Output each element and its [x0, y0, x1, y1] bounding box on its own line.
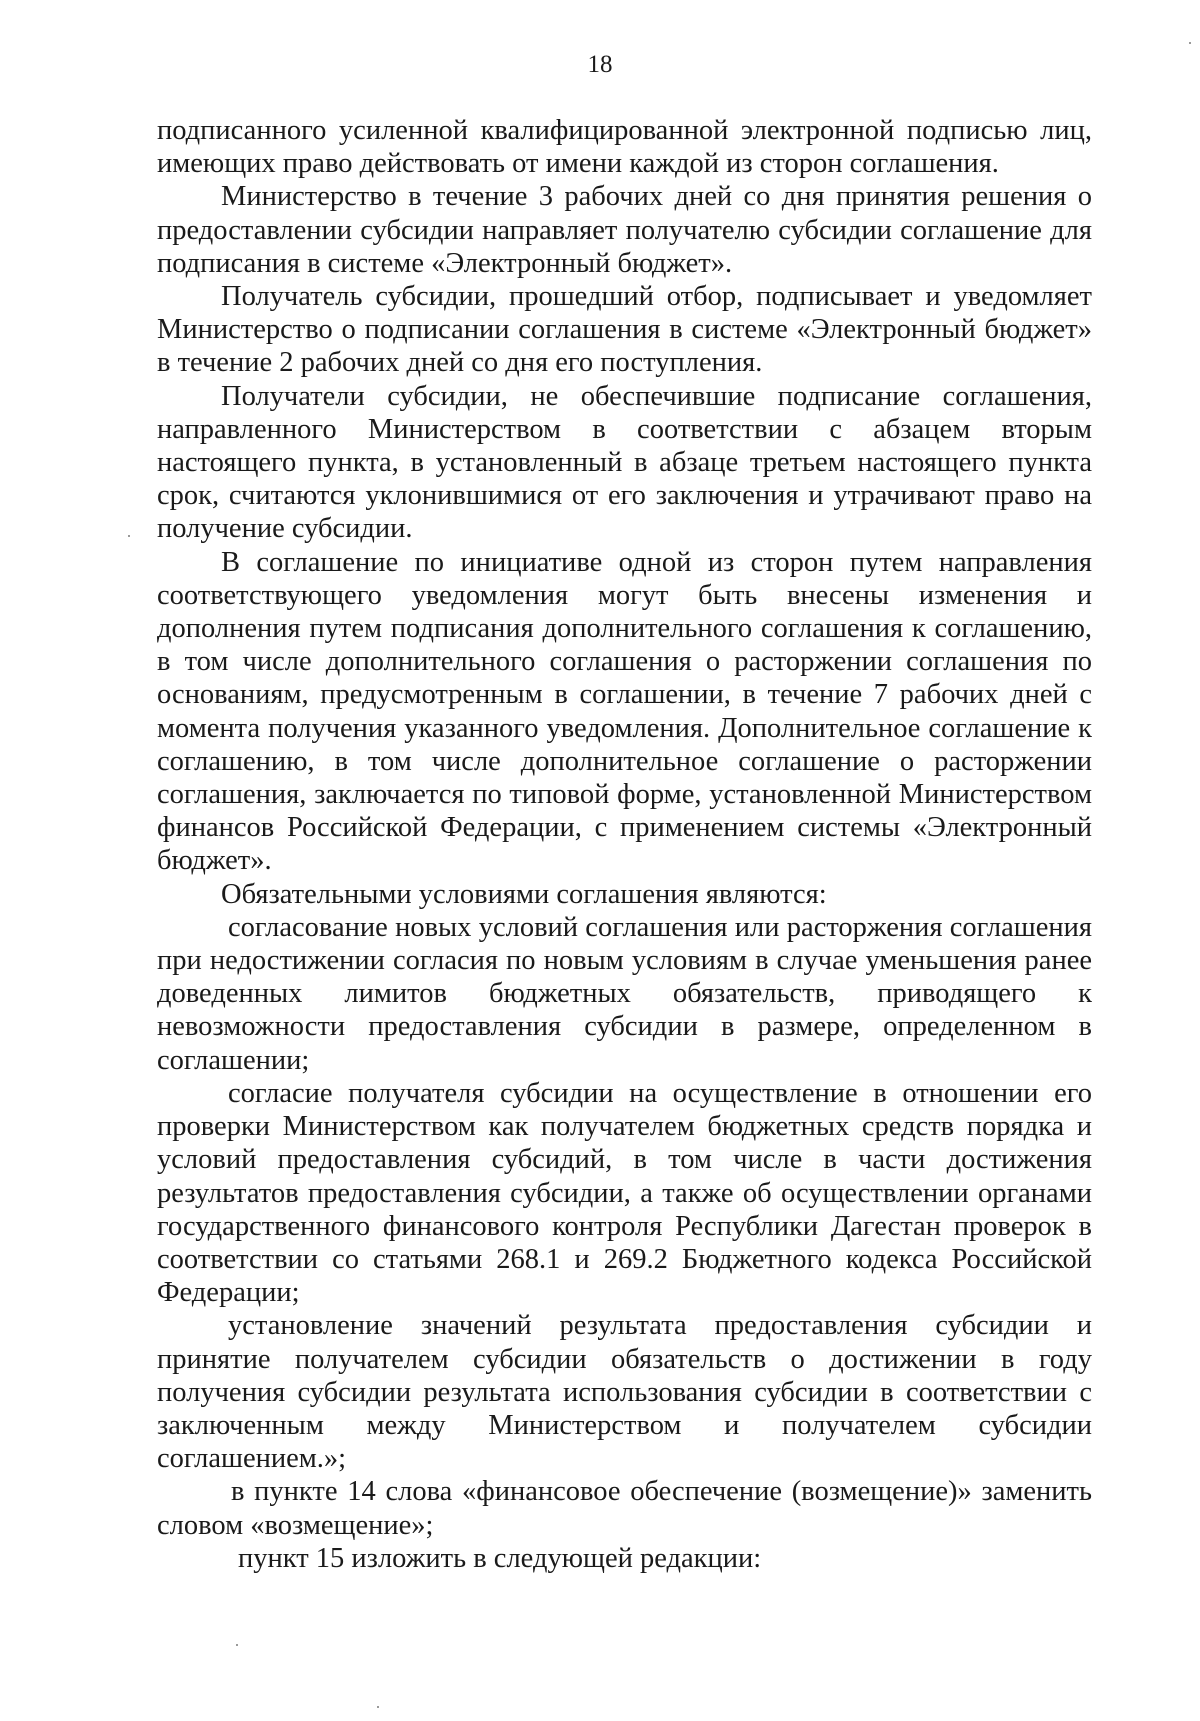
paragraph-item-14-amendment: в пункте 14 слова «финансовое обеспечение (возмещение)» заменить словом «возмещение»;: [157, 1476, 1092, 1541]
paragraph-amendments: В соглашение по инициативе одной из сторон путем направления соответствующего уведомления могут быть внесены изменения и дополнения путем подписания дополнительного соглашения к соглашению, в том числе дополнительного соглашения о расторжении соглашения по основаниям, предусмотренным в соглашении, в течение 7 рабочих дней с момента получения указанного уведомления. Дополнительное соглашение к соглашению, в том числе дополнительное соглашение о расторжении соглашения, заключается по типовой форме, установленной Министерством финансов Российской Федерации, с применением системы «Электронный бюджет».: [157, 546, 1092, 877]
paragraph-condition-result-values: установление значений результата предоставления субсидии и принятие получателем субсидии обязательств о достижении в году получения субсидии результата использования субсидии в соответствии с заключенным между Министерством и получателем субсидии соглашением.»;: [157, 1310, 1092, 1475]
paragraph-evasion: Получатели субсидии, не обеспечившие подписание соглашения, направленного Министерством в соответствии с абзацем вторым настоящего пункта, в установленный в абзаце третьем настоящего пункта срок, считаются уклонившимися от его заключения и утрачивают право на получение субсидии.: [157, 380, 1092, 545]
document-body: [157, 114, 1092, 1575]
scan-speck: [128, 535, 130, 537]
scan-speck: [236, 1644, 238, 1646]
paragraph-mandatory-conditions-heading: Обязательными условиями соглашения являются:: [221, 878, 827, 910]
paragraph-ministry-sends-agreement: Министерство в течение 3 рабочих дней со дня принятия решения о предоставлении субсидии направляет получателю субсидии соглашение для подписания в системе «Электронный бюджет».: [157, 181, 1092, 279]
paragraph-item-15-heading: пункт 15 изложить в следующей редакции:: [238, 1542, 762, 1574]
paragraph-signature-continuation: подписанного усиленной квалифицированной электронной подписью лиц, имеющих право действовать от имени каждой из сторон соглашения.: [157, 115, 1092, 180]
paragraph-condition-audit-consent: согласие получателя субсидии на осуществление в отношении его проверки Министерством как получателем бюджетных средств порядка и условий предоставления субсидий, в том числе в части достижения результатов предоставления субсидии, а также об осуществлении органами государственного финансового контроля Республики Дагестан проверок в соответствии со статьями 268.1 и 269.2 Бюджетного кодекса Российской Федерации;: [157, 1077, 1092, 1309]
paragraph-condition-new-terms: согласование новых условий соглашения или расторжения соглашения при недостижении согласия по новым условиям в случае уменьшения ранее доведенных лимитов бюджетных обязательств, приводящего к невозможности предоставления субсидии в размере, определенном в соглашении;: [157, 911, 1092, 1076]
scan-speck: [377, 1706, 379, 1708]
paragraph-recipient-signs: Получатель субсидии, прошедший отбор, подписывает и уведомляет Министерство о подписании соглашения в системе «Электронный бюджет» в течение 2 рабочих дней со дня его поступления.: [157, 281, 1092, 379]
scan-speck: [1189, 42, 1191, 44]
page-number: 18: [587, 51, 613, 78]
